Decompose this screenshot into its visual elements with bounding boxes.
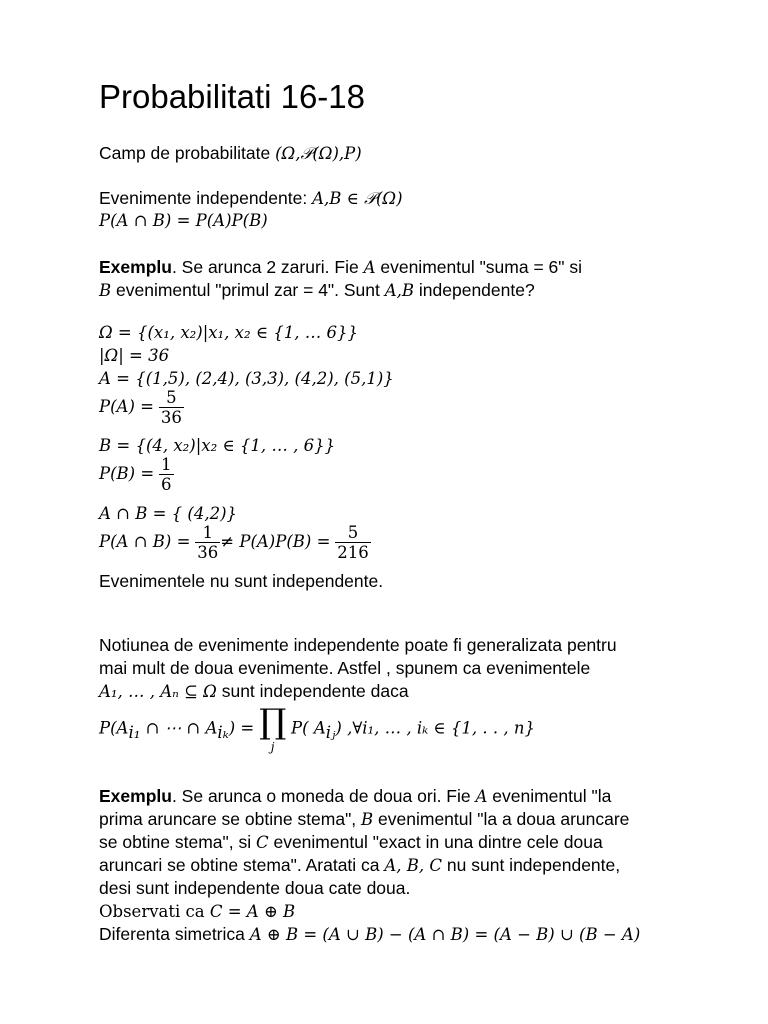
events-family-formula: A₁, … , Aₙ ⊆ Ω [99, 682, 217, 701]
intersection-prob-fraction [195, 523, 220, 562]
product-prob-fraction [335, 523, 371, 562]
example2-text: aruncari se obtine stema". Aratati ca [99, 855, 385, 875]
page-title: Probabilitati 16-18 [99, 78, 365, 115]
prob-b-lhs: P(B) = [99, 464, 155, 484]
sample-space-formula: Ω = {(x₁, x₂)|x₁, x₂ ∈ {1, … 6}} [99, 323, 359, 342]
example2-line1 [99, 785, 611, 808]
example1-heading: Exemplu [99, 257, 172, 277]
probability-field-line [99, 142, 362, 165]
event-b-symbol: B [361, 810, 374, 829]
independent-events-formula: A,B ∈ 𝒫(Ω) [312, 189, 403, 208]
product-sign: ∏ [259, 702, 287, 742]
example1-text: independente? [414, 280, 535, 300]
formula-part: ∩ ⋯ ∩ A [140, 718, 218, 738]
event-b-symbol: B [99, 281, 112, 300]
example1-text: . Se arunca 2 zaruri. Fie [171, 257, 364, 277]
event-a-symbol: A [475, 787, 488, 806]
observation-line [99, 900, 295, 923]
fraction-numerator: 5 [159, 388, 184, 408]
event-b-set: B = {(4, x₂)|x₂ ∈ {1, … , 6}} [99, 436, 336, 455]
intersection-set: A ∩ B = { (4,2)} [99, 504, 238, 523]
example1-conclusion: Evenimentele nu sunt independente. [99, 571, 384, 591]
observation-label: Observati ca [99, 902, 210, 921]
events-ab-symbol: A,B [384, 281, 415, 300]
formula-subscript: iₖ [217, 723, 229, 743]
symmetric-difference-line [99, 923, 640, 946]
event-c-symbol: C [255, 833, 269, 852]
independent-events-label: Evenimente independente: [99, 188, 313, 208]
product-prob-lhs: ≠ P(A)P(B) = [220, 532, 331, 552]
fraction-denominator: 216 [337, 543, 369, 562]
fraction-numerator: 1 [161, 455, 172, 474]
formula-part: ) = [228, 718, 255, 738]
example2-text: evenimentul "exact in una dintre cele doua [268, 832, 603, 852]
independence-definition: P(A ∩ B) = P(A)P(B) [99, 211, 268, 230]
product-symbol [259, 702, 287, 754]
example2-line5: desi sunt independente doua cate doua. [99, 878, 411, 898]
formula-subscript: iⱼ [325, 723, 336, 743]
prob-a-fraction [159, 388, 184, 427]
fraction-numerator: 1 [195, 523, 220, 543]
example1-line1 [99, 256, 582, 279]
symmetric-difference-label: Diferenta simetrica [99, 924, 250, 944]
fraction-denominator: 36 [197, 543, 219, 562]
prob-a-lhs: P(A) = [99, 397, 154, 417]
paragraph-line1: Notiunea de evenimente independente poate fi generalizata pentru [99, 635, 617, 655]
probability-field-formula: (Ω,𝒫(Ω),P) [275, 144, 362, 163]
general-independence-formula [99, 702, 535, 754]
paragraph-text: sunt independente daca [216, 681, 409, 701]
example2-line3 [99, 831, 603, 854]
example2-line2 [99, 808, 629, 831]
intersection-prob-line [99, 523, 371, 562]
example1-text: evenimentul "primul zar = 4". Sunt [111, 280, 385, 300]
example2-text: . Se arunca o moneda de doua ori. Fie [171, 786, 476, 806]
example1-line2 [99, 279, 535, 302]
fraction-denominator: 6 [161, 475, 172, 494]
prob-b-line [99, 455, 174, 494]
example2-text: evenimentul "la a doua aruncare [373, 809, 630, 829]
symmetric-difference-formula: A ⊕ B = (A ∪ B) − (A ∩ B) = (A − B) ∪ (B − A) [249, 925, 641, 944]
example1-text: evenimentul "suma = 6" si [375, 257, 582, 277]
example2-text: nu sunt independente, [442, 855, 621, 875]
formula-part: P( A [291, 718, 326, 738]
independent-events-line [99, 187, 403, 210]
product-index: j [270, 740, 275, 754]
sample-space-size: |Ω| = 36 [99, 346, 170, 365]
observation-formula: C = A ⊕ B [209, 902, 296, 921]
example2-line4 [99, 854, 620, 877]
event-a-set: A = {(1,5), (2,4), (3,3), (4,2), (5,1)} [99, 369, 394, 388]
events-abc-symbol: A, B, C [384, 856, 443, 875]
formula-part: P(A [99, 718, 129, 738]
example2-heading: Exemplu [99, 786, 172, 806]
prob-a-line [99, 388, 184, 427]
fraction-numerator: 5 [335, 523, 371, 543]
prob-b-fraction [159, 455, 174, 494]
formula-part: ) ,∀i₁, … , iₖ ∈ {1, . . , n} [335, 718, 535, 738]
paragraph-line3 [99, 680, 409, 703]
paragraph-line2: mai mult de doua evenimente. Astfel , spunem ca evenimentele [99, 658, 591, 678]
formula-subscript: i₁ [128, 723, 141, 743]
example2-text: evenimentul "la [487, 786, 612, 806]
probability-field-label: Camp de probabilitate [99, 143, 276, 163]
fraction-denominator: 36 [160, 408, 182, 427]
event-a-symbol: A [363, 258, 376, 277]
example2-text: prima aruncare se obtine stema", [99, 809, 362, 829]
intersection-prob-lhs: P(A ∩ B) = [99, 532, 191, 552]
example2-text: se obtine stema", si [99, 832, 256, 852]
